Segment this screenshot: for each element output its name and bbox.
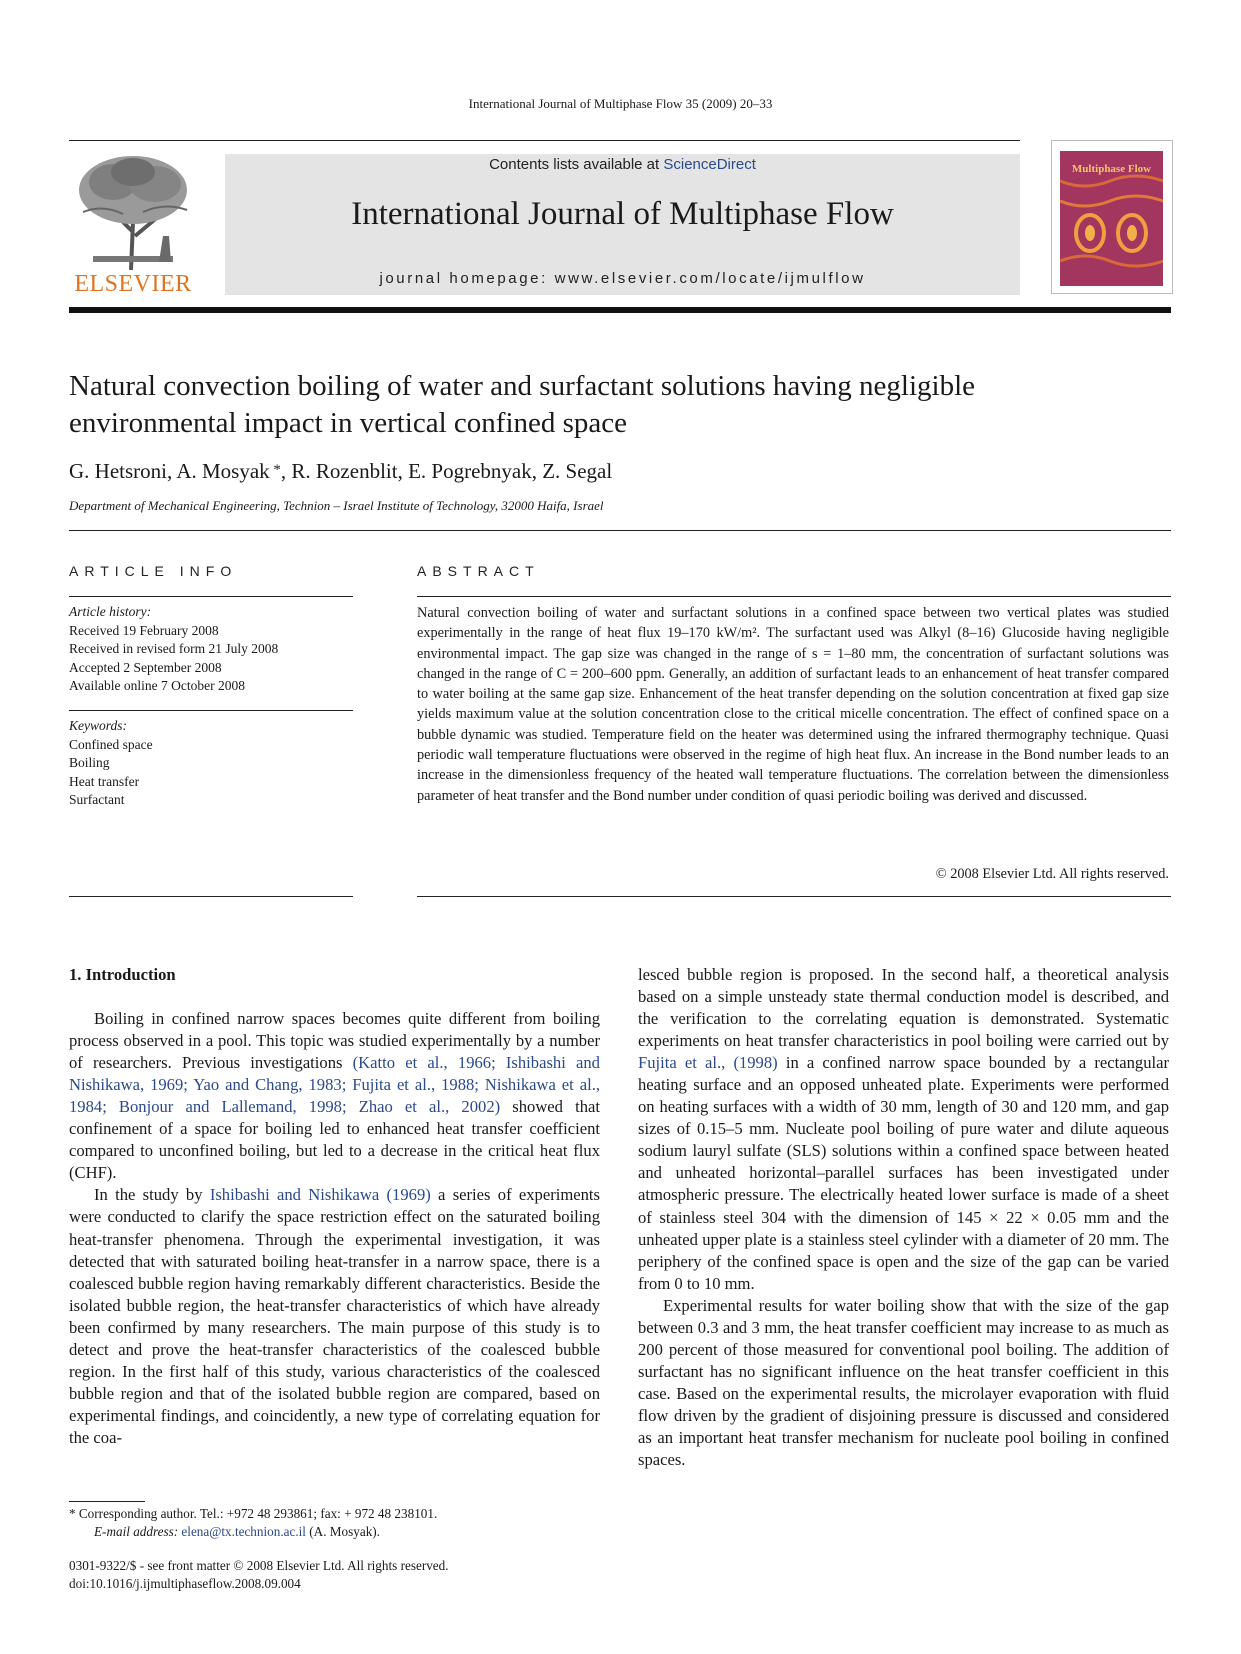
keywords-label: Keywords:	[69, 718, 127, 733]
article-history	[69, 603, 278, 696]
paper-title-line1: Natural convection boiling of water and surfactant solutions having negligible	[69, 370, 976, 402]
p1-text-a: Boiling in confined narrow spaces becomes quite different from boiling process observed in a pool. This topic was studied experimentally by a number of researchers. Previous investigations	[69, 1009, 600, 1073]
body-column-left	[69, 964, 600, 1449]
footnote-contact: Corresponding author. Tel.: +972 48 293861; fax: + 972 48 238101.	[75, 1506, 438, 1521]
journal-cover-image	[1051, 140, 1173, 294]
history-received: Received 19 February 2008	[69, 622, 219, 638]
affiliation: Department of Mechanical Engineering, Technion – Israel Institute of Technology, 32000 Haifa, Israel	[69, 498, 604, 513]
doi-line[interactable]: doi:10.1016/j.ijmultiphaseflow.2008.09.004	[69, 1576, 301, 1591]
article-info-rule	[69, 596, 353, 597]
keyword-item: Surfactant	[69, 792, 125, 807]
issn-line: 0301-9322/$ - see front matter © 2008 Elsevier Ltd. All rights reserved.	[69, 1558, 449, 1573]
contents-prefix: Contents lists available at	[489, 156, 664, 173]
history-revised: Received in revised form 21 July 2008	[69, 641, 279, 656]
journal-title: International Journal of Multiphase Flow	[351, 196, 894, 232]
keywords-rule	[69, 710, 353, 711]
footnote-star: *	[69, 1506, 76, 1521]
p3-text-a: lesced bubble region is proposed. In the second half, a theoretical analysis based on a simple unsteady state thermal conduction model is described, and the verification to the correlating equation is demonstrated. Systematic experiments on heat transfer characteristics in pool boiling were carried out by	[638, 965, 1169, 1051]
front-matter-meta	[69, 1557, 449, 1593]
elsevier-tree-icon	[73, 152, 193, 270]
authors-part2: , R. Rozenblit, E. Pogrebnyak, Z. Segal	[280, 459, 613, 483]
paper-title	[69, 368, 1169, 442]
p3-text-b: in a confined narrow space bounded by a rectangular heating surface and an opposed unheated plate. Experiments were performed on heating surfaces with a width of 30 mm, length of 30 and 120 mm, and gap sizes of 0.15–5 mm. Nucleate pool boiling of pure water and dilute aqueous sodium lauryl sulfate (SLS) solutions within a confined space between heated and unheated horizontal–parallel surfaces has been investigated under atmospheric pressure. The electrically heated lower surface is made of a sheet of stainless steel 304 with the dimension of 145 × 22 × 0.05 mm and the unheated upper plate is a stainless steel cylinder with a diameter of 20 mm. The periphery of the confined space is open and the size of the gap can be varied from 0 to 10 mm.	[638, 1053, 1170, 1293]
author-email-link[interactable]: elena@tx.technion.ac.il	[181, 1524, 306, 1539]
authors-part1: G. Hetsroni, A. Mosyak	[69, 459, 270, 483]
author-list	[69, 459, 612, 484]
citation-link[interactable]: Ishibashi and Nishikawa (1969)	[209, 1185, 431, 1205]
p2-text-a: In the study by	[94, 1185, 210, 1205]
contents-line	[225, 154, 1020, 176]
keyword-item: Boiling	[69, 755, 110, 770]
intro-paragraph-2	[69, 1184, 600, 1449]
header-top-rule	[69, 140, 1020, 141]
elsevier-wordmark: ELSEVIER	[74, 271, 192, 297]
footnote-rule	[69, 1501, 145, 1502]
email-suffix: (A. Mosyak).	[305, 1524, 380, 1539]
intro-paragraph-2-continued	[638, 964, 1169, 1295]
abstract-copyright: © 2008 Elsevier Ltd. All rights reserved.	[935, 866, 1169, 882]
p1-text-b: showed that confinement of a space for boiling led to enhanced heat transfer coefficient compared to unconfined boiling, but led to a decrease in the critical heat flux (CHF).	[69, 1097, 600, 1183]
history-accepted: Accepted 2 September 2008	[69, 659, 222, 675]
title-bottom-rule	[69, 530, 1171, 531]
cover-title: Multiphase Flow	[1071, 163, 1152, 175]
citation-link[interactable]: Fujita et al., (1998)	[638, 1053, 778, 1073]
article-info-bottom-rule	[69, 896, 353, 897]
section-heading-introduction: 1. Introduction	[69, 965, 176, 984]
abstract-heading: ABSTRACT	[417, 563, 540, 579]
corresponding-author-footnote	[69, 1505, 437, 1541]
header-bottom-rule	[69, 307, 1171, 313]
abstract-bottom-rule	[417, 896, 1171, 897]
abstract-rule	[417, 596, 1171, 597]
intro-paragraph-1	[69, 1008, 600, 1184]
running-head: International Journal of Multiphase Flow 35 (2009) 20–33	[468, 96, 773, 111]
article-info-heading: ARTICLE INFO	[69, 563, 238, 579]
history-label: Article history:	[69, 604, 152, 619]
body-column-right	[638, 964, 1169, 1471]
keyword-item: Heat transfer	[69, 773, 140, 789]
p2-text-b: a series of experiments were conducted to clarify the space restriction effect on the saturated boiling heat-transfer phenomena. Through the experimental investigation, it was detected that with saturated boiling heat-transfer in a narrow space, there is a coalesced bubble region having remarkably different characteristics. Beside the isolated bubble region, the heat-transfer characteristics of which have already been confirmed by many researchers. The main purpose of this study is to detect and prove the heat-transfer characteristics of the coalesced bubble region. In the first half of this study, various characteristics of the coalesced bubble region and that of the isolated bubble region are compared, based on experimental findings, and coincidently, a new type of correlating equation for the coa-	[69, 1185, 600, 1447]
abstract-text: Natural convection boiling of water and surfactant solutions in a confined space between two vertical plates was studied experimentally in the range of heat flux 19–170 kW/m². The surfactant used was Alkyl (8–16) Glucoside having negligible environmental impact. The gap size was changed in the range of s = 1–80 mm, the concentration of surfactant solutions was changed in the range of C = 200–600 ppm. Generally, an addition of surfactant leads to an enhancement of heat transfer compared to water boiling at the same gap size. Enhancement of the heat transfer depending on the solution concentration at fixed gap size yields maximum value at the solution concentration close to the critical micelle concentration. The effect of confined space on a bubble dynamic was studied. Temperature field on the heater was determined using the infrared thermography technique. Quasi periodic wall temperature fluctuations were observed in the regime of high heat flux. An increase in the Bond number leads to an increase in the dimensionless frequency of the heated wall temperature fluctuations. The correlation between the dimensionless parameter of heat transfer and the Bond number under condition of quasi periodic boiling was derived and discussed.	[417, 605, 1169, 804]
keywords-block	[69, 717, 153, 810]
paper-title-line2: environmental impact in vertical confined space	[69, 407, 628, 439]
sciencedirect-link[interactable]: ScienceDirect	[663, 156, 756, 173]
intro-paragraph-3: Experimental results for water boiling show that with the size of the gap between 0.3 and 3 mm, the heat transfer coefficient may increase to as much as 200 percent of those measured for conventional pool boiling. The addition of surfactant has no significant influence on the heat transfer coefficient in this case. Based on the experimental results, the microlayer evaporation with fluid flow driven by the gradient of disjoining pressure is discussed and considered as an important heat transfer mechanism for nucleate pool boiling in confined spaces.	[638, 1295, 1169, 1470]
journal-homepage[interactable]: journal homepage: www.elsevier.com/locate/ijmulflow	[379, 270, 866, 287]
elsevier-logo	[69, 152, 197, 297]
citation-link[interactable]: (Katto et al., 1966; Ishibashi and Nishikawa, 1969; Yao and Chang, 1983; Fujita et al., 1988; Nishikawa et al., 1984; Bonjour and Lallemand, 1998; Zhao et al., 2002)	[69, 1053, 600, 1117]
keyword-item: Confined space	[69, 736, 153, 752]
journal-header-band	[225, 154, 1020, 295]
corresponding-author-mark[interactable]: *	[269, 462, 281, 478]
history-online: Available online 7 October 2008	[69, 678, 245, 693]
email-label: E-mail address:	[94, 1524, 182, 1539]
